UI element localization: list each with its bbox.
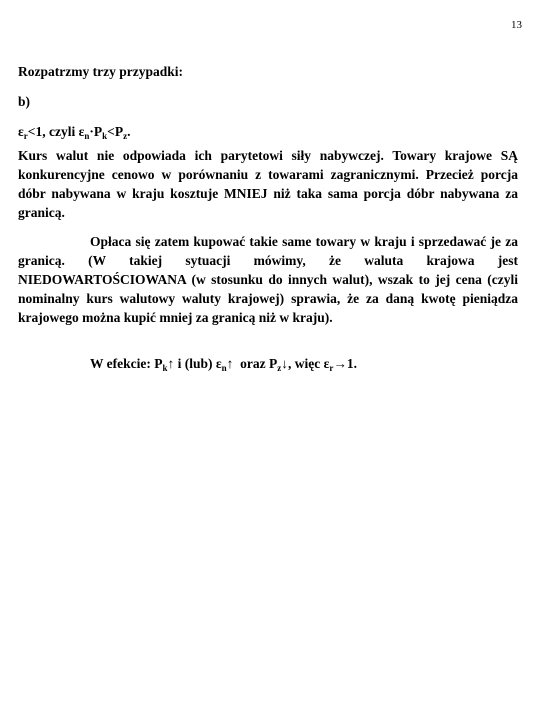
paragraph-ppp: Kurs walut nie odpowiada ich parytetowi siły nabywczej. Towary krajowe SĄ konkurencyjne cenowo w porównaniu z towarami zagranicznymi. Przecież porcja dóbr nabywana w kraju kosztuje MNIEJ niż taka sama porcja dóbr nabywana za granicą. bbox=[18, 148, 518, 220]
arrow-up-icon: ↑ bbox=[226, 356, 234, 371]
subscript-n: n bbox=[84, 131, 90, 141]
subscript-n: n bbox=[221, 363, 227, 373]
page-number: 13 bbox=[511, 19, 522, 31]
intro-heading: Rozpatrzmy trzy przypadki: bbox=[18, 64, 183, 79]
arrow-right-icon: → bbox=[333, 356, 347, 371]
epsilon-symbol: ε bbox=[18, 124, 24, 139]
subscript-z: z bbox=[123, 131, 128, 141]
effect-text: , więc ε bbox=[288, 356, 330, 371]
epsilon-symbol: ε bbox=[78, 124, 85, 139]
formula-text: ·P bbox=[89, 124, 103, 139]
formula-text: <P bbox=[107, 124, 124, 139]
arrow-up-icon: ↑ bbox=[167, 356, 175, 371]
subscript-k: k bbox=[102, 131, 108, 141]
arrow-down-icon: ↓ bbox=[281, 356, 289, 371]
case-label: b) bbox=[18, 94, 31, 109]
subscript-r: r bbox=[23, 131, 28, 141]
formula-text: <1, czyli bbox=[27, 124, 79, 139]
effect-text: i (lub) ε bbox=[174, 356, 222, 371]
formula-text: . bbox=[127, 124, 131, 139]
effect-summary bbox=[90, 354, 520, 373]
condition-formula bbox=[18, 122, 518, 141]
effect-text: 1. bbox=[346, 356, 358, 371]
effect-text: W efekcie: P bbox=[90, 356, 163, 371]
paragraph-text: (w stosunku do innych walut), wszak to jej cena (czyli nominalny kurs walutowy waluty krajowej) sprawia, że za daną kwotę pieniądza krajowego można kupić mniej za granicą niż w kraju). bbox=[18, 272, 518, 325]
subscript-k: k bbox=[162, 363, 168, 373]
paragraph-text: Opłaca się zatem kupować takie same towary w kraju i sprzedawać je za granicą. (W takiej sytuacji mówimy, że waluta krajowa jest bbox=[18, 234, 518, 268]
emphasis-text: NIEDOWARTOŚCIOWANA bbox=[18, 272, 187, 287]
subscript-r: r bbox=[329, 363, 334, 373]
effect-text: oraz P bbox=[233, 356, 278, 371]
subscript-z: z bbox=[277, 363, 282, 373]
paragraph-undervalued bbox=[18, 232, 518, 327]
